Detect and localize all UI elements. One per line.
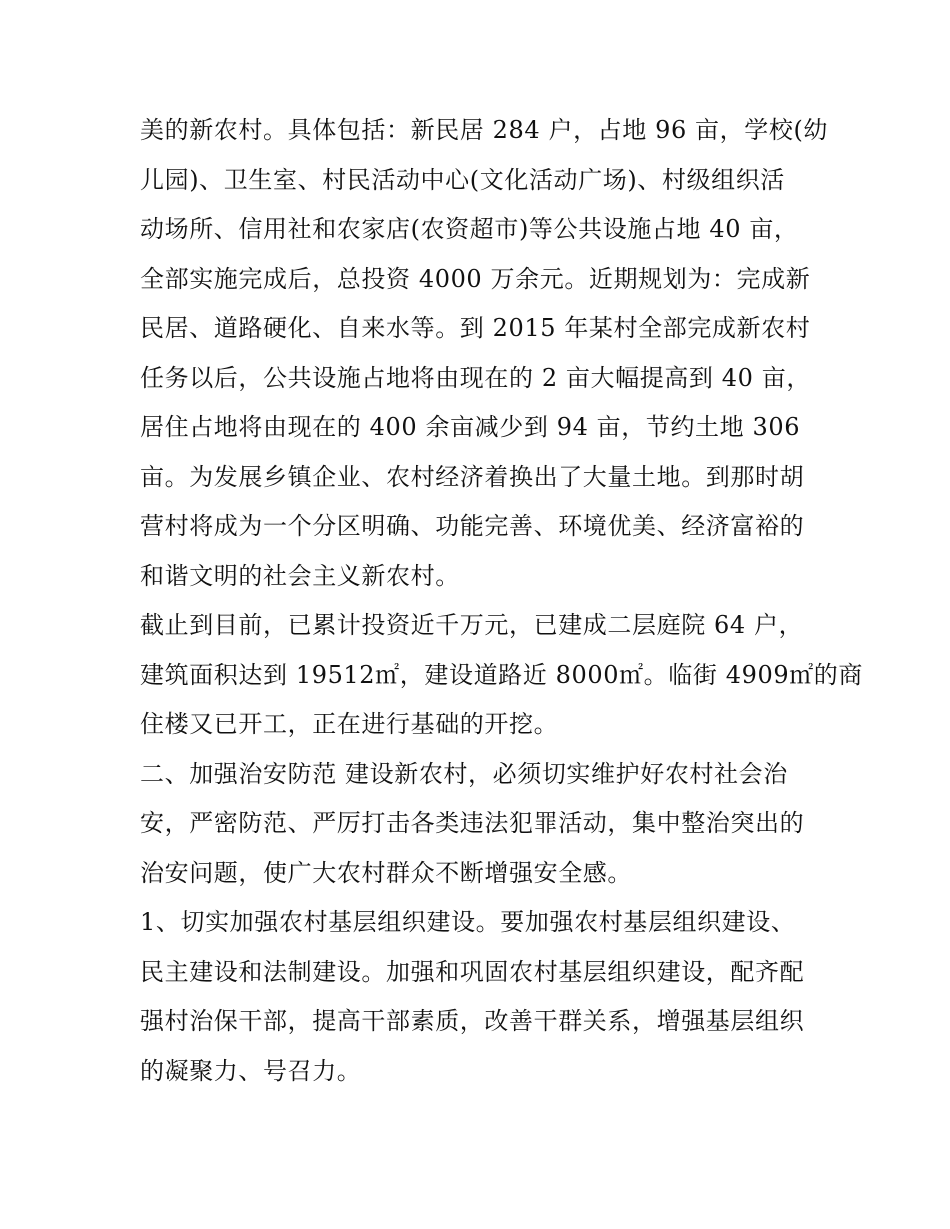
text-line: 住楼又已开工，正在进行基础的开挖。 <box>140 710 559 738</box>
text-line: 的凝聚力、号召力。 <box>140 1056 362 1085</box>
text-line: 任务以后，公共设施占地将由现在的 2 亩大幅提高到 40 亩， <box>140 363 811 392</box>
text-line: 亩。为发展乡镇企业、农村经济着换出了大量土地。到那时胡 <box>140 462 805 491</box>
text-line: 民居、道路硬化、自来水等。到 2015 年某村全部完成新农村 <box>140 314 811 342</box>
text-line: 安，严密防范、严厉打击各类违法犯罪活动，集中整治突出的 <box>140 809 805 837</box>
body-text <box>140 106 863 1096</box>
text-line: 全部实施完成后，总投资 4000 万余元。近期规划为：完成新 <box>140 264 811 293</box>
text-line: 动场所、信用社和农家店(农资超市)等公共设施占地 40 亩， <box>140 215 799 243</box>
text-line: 1、切实加强农村基层组织建设。要加强农村基层组织建设、 <box>140 908 796 936</box>
text-line: 和谐文明的社会主义新农村。 <box>140 561 460 590</box>
text-line: 儿园)、卫生室、村民活动中心(文化活动广场)、村级组织活 <box>140 165 785 194</box>
text-line: 建筑面积达到 19512㎡，建设道路近 8000㎡。临街 4909㎡的商 <box>140 660 863 689</box>
text-line: 治安问题，使广大农村群众不断增强安全感。 <box>140 858 632 887</box>
text-line: 居住占地将由现在的 400 余亩减少到 94 亩，节约土地 306 <box>140 413 801 441</box>
text-line: 二、加强治安防范 建设新农村，必须切实维护好农村社会治 <box>140 759 788 788</box>
text-line: 强村治保干部，提高干部素质，改善干群关系，增强基层组织 <box>140 1007 805 1035</box>
text-line: 营村将成为一个分区明确、功能完善、环境优美、经济富裕的 <box>140 512 805 540</box>
text-line: 民主建设和法制建设。加强和巩固农村基层组织建设，配齐配 <box>140 957 805 986</box>
text-line: 截止到目前，已累计投资近千万元，已建成二层庭院 64 户， <box>140 611 804 639</box>
text-line: 美的新农村。具体包括：新民居 284 户，占地 96 亩，学校(幼 <box>140 116 829 144</box>
